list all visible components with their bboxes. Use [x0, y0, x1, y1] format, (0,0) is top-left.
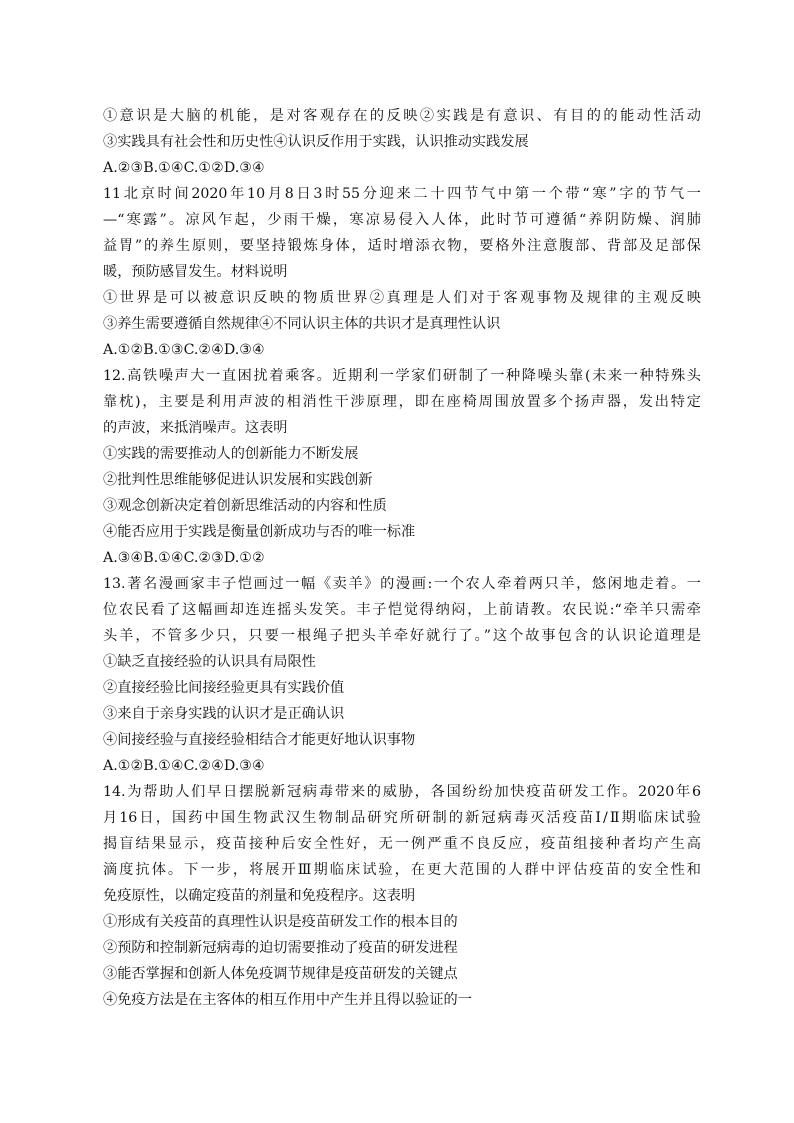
option-line: ③能否掌握和创新人体免疫调节规律是疫苗研发的关键点	[103, 966, 458, 982]
answer-choices: A.③④B.①④C.②③D.①②	[103, 550, 265, 566]
question-14-stem: 14.为帮助人们早日摆脱新冠病毒带来的威胁，各国纷纷加快疫苗研发工作。2020年6	[103, 784, 701, 800]
question-11-stem: 暖，预防感冒发生。材料说明	[103, 264, 288, 280]
question-13-stem: 头羊，不管多少只，只要一根绳子把头羊牵好就行了。”这个故事包含的认识论道理是	[103, 628, 701, 644]
question-11-stem: 益胃”的养生原则，要坚持锻炼身体，适时增添衣物，要格外注意腹部、背部及足部保	[103, 238, 701, 254]
option-line: ②预防和控制新冠病毒的迫切需要推动了疫苗的研发进程	[103, 940, 458, 956]
answer-choices: A.②③B.①④C.①②D.③④	[103, 160, 265, 176]
option-line: ④免疫方法是在主客体的相互作用中产生并且得以验证的一	[103, 992, 472, 1008]
option-line: ①形成有关疫苗的真理性认识是疫苗研发工作的根本目的	[103, 914, 458, 930]
option-line: ①意识是大脑的机能，是对客观存在的反映②实践是有意识、有目的的能动性活动	[103, 108, 701, 124]
question-11-stem: 11北京时间2020年10月8日3时55分迎来二十四节气中第一个带“寒”字的节气一	[103, 186, 701, 202]
option-line: ①世界是可以被意识反映的物质世界②真理是人们对于客观事物及规律的主观反映	[103, 290, 701, 306]
option-line: ③来自于亲身实践的认识才是正确认识	[103, 706, 345, 722]
option-line: ①实践的需要推动人的创新能力不断发展	[103, 446, 359, 462]
question-13-stem: 位农民看了这幅画却连连摇头发笑。丰子恺觉得纳闷，上前请教。农民说:“牵羊只需牵	[103, 602, 701, 618]
question-14-stem: 滴度抗体。下一步，将展开Ⅲ期临床试验，在更大范围的人群中评估疫苗的安全性和	[103, 862, 701, 878]
question-14-stem: 揭盲结果显示，疫苗接种后安全性好，无一例严重不良反应，疫苗组接种者均产生高	[103, 836, 701, 852]
question-text-block	[103, 103, 701, 1013]
option-line: ②直接经验比间接经验更具有实践价值	[103, 680, 345, 696]
question-14-stem: 免疫原性，以确定疫苗的剂量和免疫程序。这表明	[103, 888, 416, 904]
question-12-stem: 靠枕)，主要是利用声波的相消性干涉原理，即在座椅周围放置多个扬声器，发出特定	[103, 394, 701, 410]
option-line: ④间接经验与直接经验相结合才能更好地认识事物	[103, 732, 416, 748]
option-line: ③养生需要遵循自然规律④不同认识主体的共识才是真理性认识	[103, 316, 501, 332]
question-14-stem: 月16日，国药中国生物武汉生物制品研究所研制的新冠病毒灭活疫苗Ⅰ/Ⅱ期临床试验	[103, 810, 701, 826]
question-12-stem: 12.高铁噪声大一直困扰着乘客。近期利一学家们研制了一种降噪头靠(未来一种特殊头	[103, 368, 701, 384]
option-line: ③观念创新决定着创新思维活动的内容和性质	[103, 498, 387, 514]
option-line: ④能否应用于实践是衡量创新成功与否的唯一标准	[103, 524, 416, 540]
question-12-stem: 的声波，来抵消噪声。这表明	[103, 420, 288, 436]
question-13-stem: 13.著名漫画家丰子恺画过一幅《卖羊》的漫画:一个农人牵着两只羊，悠闲地走着。一	[103, 576, 701, 592]
option-line: ①缺乏直接经验的认识具有局限性	[103, 654, 316, 670]
answer-choices: A.①②B.①④C.②④D.③④	[103, 758, 265, 774]
question-11-stem: —“寒露”。凉风乍起，少雨干燥，寒凉易侵入人体，此时节可遵循“养阴防燥、润肺	[103, 212, 701, 228]
option-line: ②批判性思维能够促进认识发展和实践创新	[103, 472, 373, 488]
option-line: ③实践具有社会性和历史性④认识反作用于实践，认识推动实践发展	[103, 134, 529, 150]
answer-choices: A.①②B.①③C.②④D.③④	[103, 342, 265, 358]
